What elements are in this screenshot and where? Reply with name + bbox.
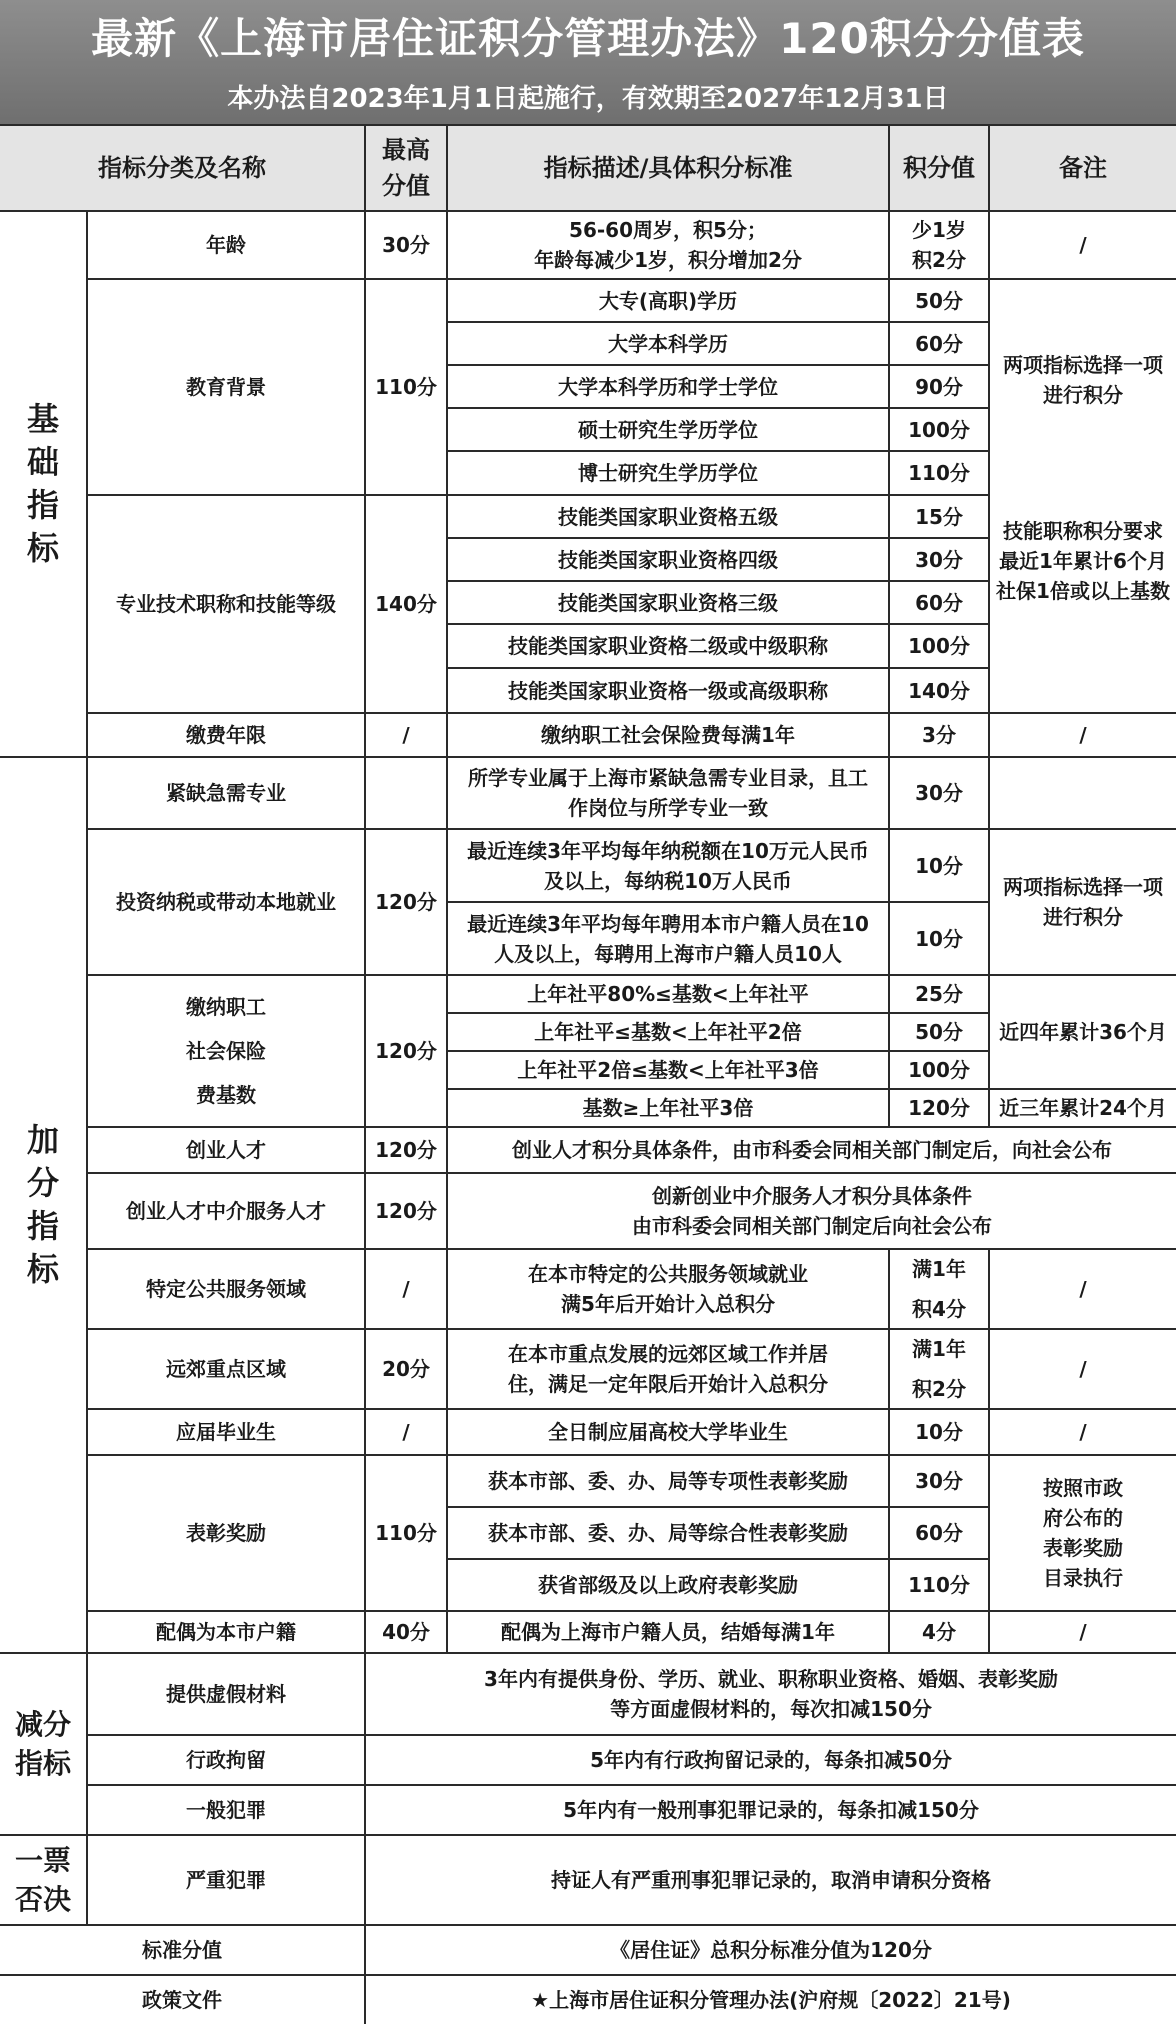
row-note: 技能职称积分要求 最近1年累计6个月 社保1倍或以上基数 <box>990 496 1176 714</box>
row-desc: 全日制应届高校大学毕业生 <box>448 1410 890 1456</box>
row-name: 缴纳职工 社会保险 费基数 <box>88 976 366 1128</box>
row-points: 110分 <box>890 452 990 496</box>
page-title: 最新《上海市居住证积分管理办法》120积分分值表 <box>91 14 1085 63</box>
row-note: / <box>990 1410 1176 1456</box>
row-name: 配偶为本市户籍 <box>88 1612 366 1654</box>
row-max: 40分 <box>366 1612 448 1654</box>
row-points: 100分 <box>890 409 990 452</box>
row-points: 满1年 积2分 <box>890 1330 990 1410</box>
row-points: 满1年 积4分 <box>890 1250 990 1330</box>
row-points: 120分 <box>890 1090 990 1128</box>
row-points: 100分 <box>890 625 990 669</box>
row-name: 缴费年限 <box>88 714 366 758</box>
row-name: 行政拘留 <box>88 1736 366 1786</box>
section-veto: 一票 否决 <box>0 1836 88 1926</box>
row-desc: 最近连续3年平均每年聘用本市户籍人员在10 人及以上，每聘用上海市户籍人员10人 <box>448 903 890 976</box>
row-note: 近四年累计36个月 <box>990 976 1176 1090</box>
row-desc: 创新创业中介服务人才积分具体条件 由市科委会同相关部门制定后向社会公布 <box>448 1174 1176 1250</box>
row-desc: 在本市特定的公共服务领域就业 满5年后开始计入总积分 <box>448 1250 890 1330</box>
row-points: 60分 <box>890 582 990 625</box>
row-max: 120分 <box>366 1128 448 1174</box>
row-points: 50分 <box>890 1014 990 1052</box>
header-max: 最高 分值 <box>366 124 448 212</box>
row-points: 140分 <box>890 669 990 714</box>
row-desc: 缴纳职工社会保险费每满1年 <box>448 714 890 758</box>
row-points: 10分 <box>890 903 990 976</box>
row-desc: 所学专业属于上海市紧缺急需专业目录，且工 作岗位与所学专业一致 <box>448 758 890 830</box>
row-points: 100分 <box>890 1052 990 1090</box>
row-points: 10分 <box>890 830 990 903</box>
row-name: 特定公共服务领域 <box>88 1250 366 1330</box>
row-max: 120分 <box>366 976 448 1128</box>
standard-label: 标准分值 <box>0 1926 366 1976</box>
row-max: 140分 <box>366 496 448 714</box>
row-points: 少1岁 积2分 <box>890 212 990 280</box>
row-desc: 5年内有行政拘留记录的，每条扣减50分 <box>366 1736 1176 1786</box>
header-note: 备注 <box>990 124 1176 212</box>
row-points: 60分 <box>890 1508 990 1560</box>
title-banner <box>0 0 1176 124</box>
row-desc: 在本市重点发展的远郊区域工作并居 住，满足一定年限后开始计入总积分 <box>448 1330 890 1410</box>
row-points: 15分 <box>890 496 990 539</box>
section-bonus: 加 分 指 标 <box>0 758 88 1654</box>
row-note: 近三年累计24个月 <box>990 1090 1176 1128</box>
score-table <box>0 124 1176 2024</box>
row-name: 专业技术职称和技能等级 <box>88 496 366 714</box>
row-desc: 获省部级及以上政府表彰奖励 <box>448 1560 890 1612</box>
row-max: 30分 <box>366 212 448 280</box>
row-desc: 上年社平80%≤基数<上年社平 <box>448 976 890 1014</box>
row-max: / <box>366 1410 448 1456</box>
row-name: 紧缺急需专业 <box>88 758 366 830</box>
row-desc: 获本市部、委、办、局等综合性表彰奖励 <box>448 1508 890 1560</box>
row-name: 创业人才中介服务人才 <box>88 1174 366 1250</box>
row-name: 创业人才 <box>88 1128 366 1174</box>
policy-value: ★上海市居住证积分管理办法(沪府规〔2022〕21号) <box>531 1988 1011 2012</box>
row-note: 两项指标选择一项 进行积分 <box>990 830 1176 976</box>
row-max: 120分 <box>366 830 448 976</box>
row-points: 30分 <box>890 758 990 830</box>
row-points: 60分 <box>890 323 990 366</box>
row-max: / <box>366 714 448 758</box>
row-note <box>990 758 1176 830</box>
row-max: / <box>366 1250 448 1330</box>
row-max: 110分 <box>366 1456 448 1612</box>
row-desc: 硕士研究生学历学位 <box>448 409 890 452</box>
row-points: 30分 <box>890 539 990 582</box>
section-basic: 基 础 指 标 <box>0 212 88 758</box>
row-max: 120分 <box>366 1174 448 1250</box>
row-name: 年龄 <box>88 212 366 280</box>
row-name: 远郊重点区域 <box>88 1330 366 1410</box>
standard-value: 《居住证》总积分标准分值为120分 <box>366 1926 1176 1976</box>
page-subtitle: 本办法自2023年1月1日起施行，有效期至2027年12月31日 <box>227 84 949 114</box>
row-desc: 上年社平2倍≤基数<上年社平3倍 <box>448 1052 890 1090</box>
row-desc: 56-60周岁，积5分； 年龄每减少1岁，积分增加2分 <box>448 212 890 280</box>
row-desc: 大专(高职)学历 <box>448 280 890 323</box>
row-max: 20分 <box>366 1330 448 1410</box>
row-points: 50分 <box>890 280 990 323</box>
row-desc: 3年内有提供身份、学历、就业、职称职业资格、婚姻、表彰奖励 等方面虚假材料的，每次扣减150分 <box>366 1654 1176 1736</box>
row-max <box>366 758 448 830</box>
row-desc: 创业人才积分具体条件，由市科委会同相关部门制定后，向社会公布 <box>448 1128 1176 1174</box>
row-note: / <box>990 212 1176 280</box>
row-desc: 大学本科学历和学士学位 <box>448 366 890 409</box>
row-note: 两项指标选择一项 进行积分 <box>1003 353 1163 407</box>
row-desc: 技能类国家职业资格三级 <box>448 582 890 625</box>
header-points: 积分值 <box>890 124 990 212</box>
row-name: 表彰奖励 <box>88 1456 366 1612</box>
row-desc: 持证人有严重刑事犯罪记录的，取消申请积分资格 <box>366 1836 1176 1926</box>
row-desc: 博士研究生学历学位 <box>448 452 890 496</box>
policy-label: 政策文件 <box>0 1976 366 2024</box>
row-points: 10分 <box>890 1410 990 1456</box>
row-name: 一般犯罪 <box>88 1786 366 1836</box>
row-desc: 获本市部、委、办、局等专项性表彰奖励 <box>448 1456 890 1508</box>
row-note: / <box>990 1612 1176 1654</box>
row-name: 严重犯罪 <box>88 1836 366 1926</box>
row-note: / <box>990 1250 1176 1330</box>
row-points: 25分 <box>890 976 990 1014</box>
row-desc: 基数≥上年社平3倍 <box>448 1090 890 1128</box>
header-category: 指标分类及名称 <box>0 124 366 212</box>
row-desc: 大学本科学历 <box>448 323 890 366</box>
row-desc: 技能类国家职业资格二级或中级职称 <box>448 625 890 669</box>
row-desc: 5年内有一般刑事犯罪记录的，每条扣减150分 <box>366 1786 1176 1836</box>
row-desc: 最近连续3年平均每年纳税额在10万元人民币 及以上，每纳税10万人民币 <box>448 830 890 903</box>
row-points: 90分 <box>890 366 990 409</box>
row-desc: 技能类国家职业资格一级或高级职称 <box>448 669 890 714</box>
row-name: 应届毕业生 <box>88 1410 366 1456</box>
row-desc: 配偶为上海市户籍人员，结婚每满1年 <box>448 1612 890 1654</box>
row-name: 提供虚假材料 <box>88 1654 366 1736</box>
row-desc: 技能类国家职业资格四级 <box>448 539 890 582</box>
row-desc: 技能类国家职业资格五级 <box>448 496 890 539</box>
row-points: 110分 <box>890 1560 990 1612</box>
header-desc: 指标描述/具体积分标准 <box>448 124 890 212</box>
row-name: 教育背景 <box>88 280 366 496</box>
row-desc: 上年社平≤基数<上年社平2倍 <box>448 1014 890 1052</box>
row-points: 30分 <box>890 1456 990 1508</box>
row-max: 110分 <box>366 280 448 496</box>
row-points: 4分 <box>890 1612 990 1654</box>
section-deduct: 减分 指标 <box>0 1654 88 1836</box>
row-points: 3分 <box>890 714 990 758</box>
row-note: / <box>990 1330 1176 1410</box>
row-note: / <box>990 714 1176 758</box>
row-name: 投资纳税或带动本地就业 <box>88 830 366 976</box>
row-note: 按照市政 府公布的 表彰奖励 目录执行 <box>990 1456 1176 1612</box>
